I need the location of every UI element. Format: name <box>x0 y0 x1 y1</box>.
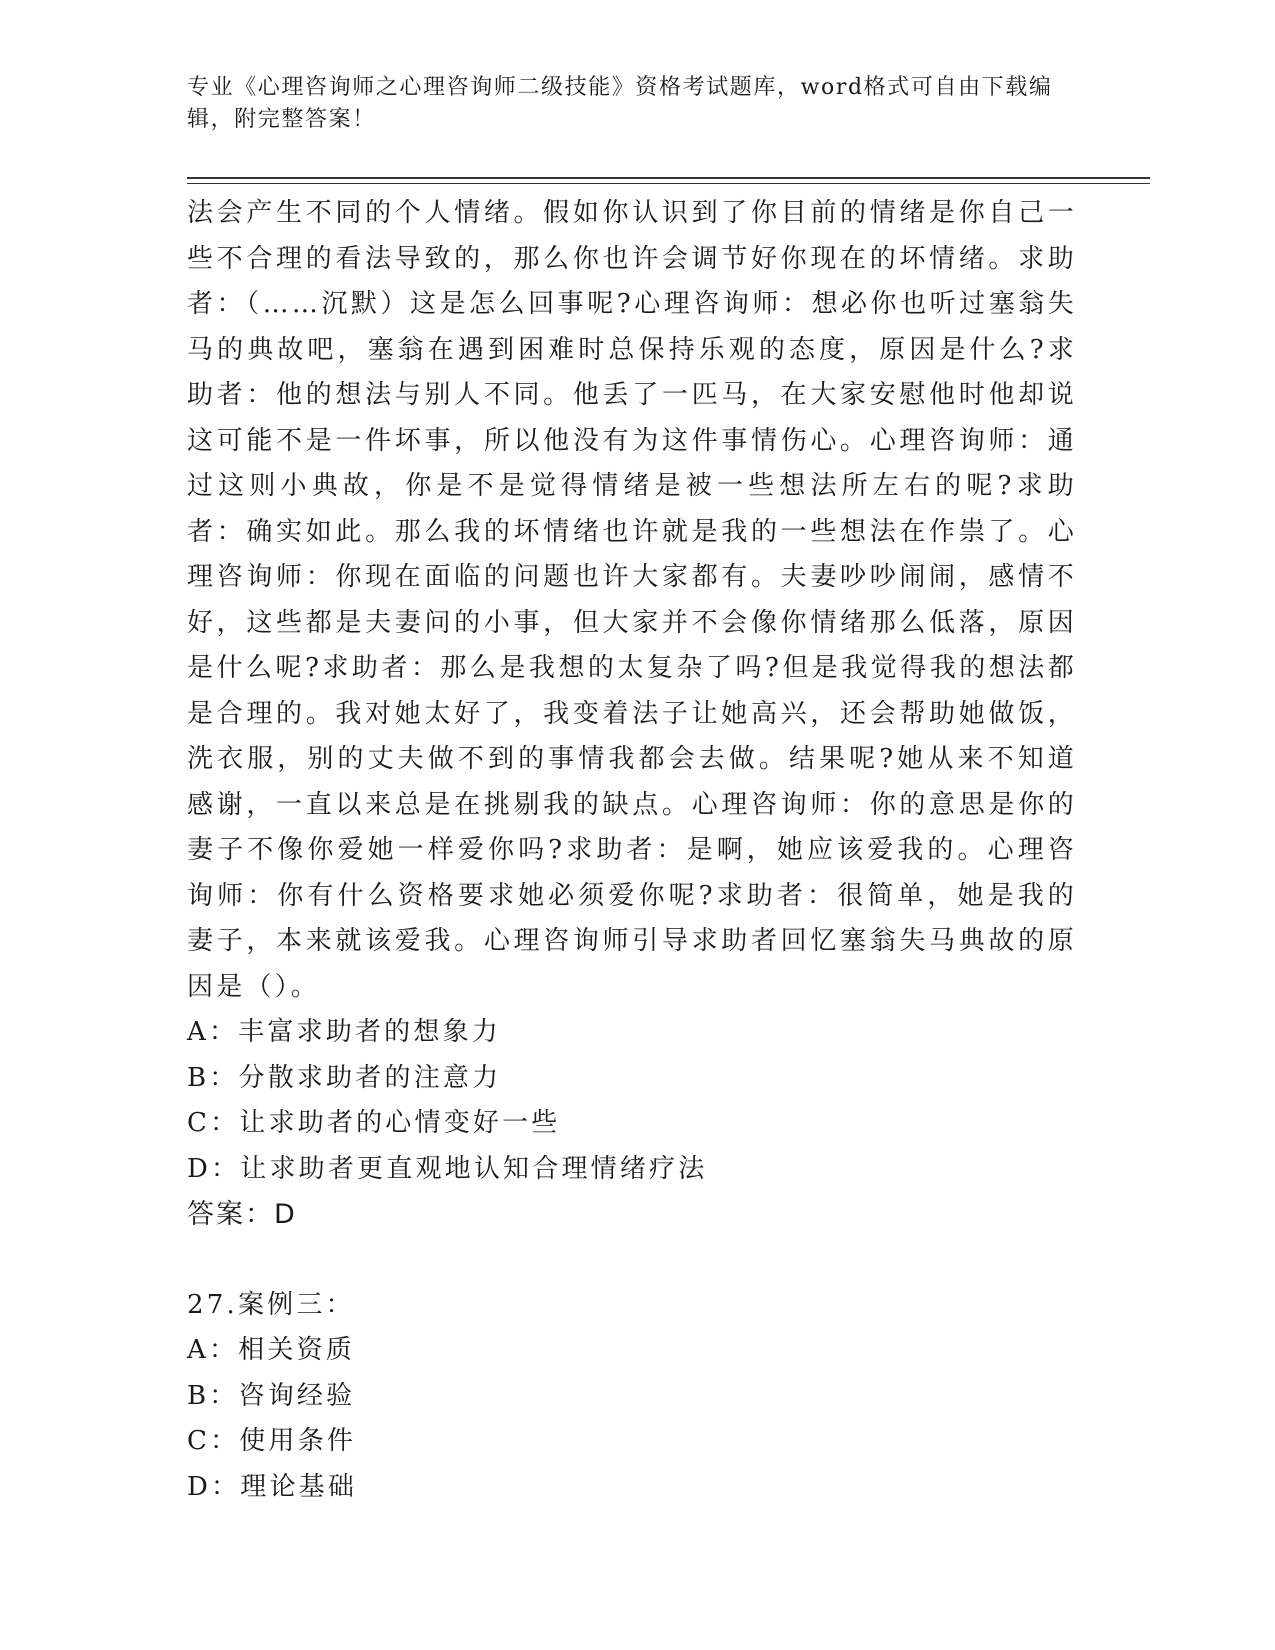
document-body <box>187 191 1077 1510</box>
question-27-option-d: D：理论基础 <box>187 1471 358 1502</box>
question-27-title: 27.案例三： <box>187 1289 355 1320</box>
question-26-answer: 答案：D <box>187 1199 297 1230</box>
question-26-option-d: D：让求助者更直观地认知合理情绪疗法 <box>187 1153 708 1184</box>
document-header <box>187 72 1087 136</box>
question-26-option-a: A：丰富求助者的想象力 <box>187 1017 501 1047</box>
question-26-option-c: C：让求助者的心情变好一些 <box>187 1108 561 1138</box>
question-27 <box>187 1283 1077 1511</box>
question-26-stem: 法会产生不同的个人情绪。假如你认识到了你目前的情绪是你自己一些不合理的看法导致的，那么你也许会调节好你现在的坏情绪。求助者：（……沉默）这是怎么回事呢?心理咨询师：想必你也听过塞翁失马的典故吧，塞翁在遇到困难时总保持乐观的态度，原因是什么?求助者：他的想法与别人不同。他丢了一匹马，在大家安慰他时他却说这可能不是一件坏事，所以他没有为这件事情伤心。心理咨询师：通过这则小典故，你是不是觉得情绪是被一些想法所左右的呢?求助者：确实如此。那么我的坏情绪也许就是我的一些想法在作祟了。心理咨询师：你现在面临的问题也许大家都有。夫妻吵吵闹闹，感情不好，这些都是夫妻问的小事，但大家并不会像你情绪那么低落，原因是什么呢?求助者：那么是我想的太复杂了吗?但是我觉得我的想法都是合理的。我对她太好了，我变着法子让她高兴，还会帮助她做饭，洗衣服，别的丈夫做不到的事情我都会去做。结果呢?她从来不知道感谢，一直以来总是在挑剔我的缺点。心理咨询师：你的意思是你的妻子不像你爱她一样爱你吗?求助者：是啊，她应该爱我的。心理咨询师：你有什么资格要求她必须爱你呢?求助者：很简单，她是我的妻子，本来就该爱我。心理咨询师引导求助者回忆塞翁失马典故的原因是（）。 <box>187 198 1077 1002</box>
question-spacer <box>187 1238 1077 1283</box>
question-27-option-c: C：使用条件 <box>187 1426 357 1456</box>
header-title: 专业《心理咨询师之心理咨询师二级技能》资格考试题库，word格式可自由下载编辑，附完整答案！ <box>187 75 1053 132</box>
header-divider-thin <box>187 183 1150 184</box>
question-27-option-a: A：相关资质 <box>187 1335 355 1365</box>
header-divider-thick <box>187 177 1150 179</box>
question-27-option-b: B：咨询经验 <box>187 1380 356 1411</box>
question-26-option-b: B：分散求助者的注意力 <box>187 1062 502 1093</box>
question-26 <box>187 191 1077 1238</box>
